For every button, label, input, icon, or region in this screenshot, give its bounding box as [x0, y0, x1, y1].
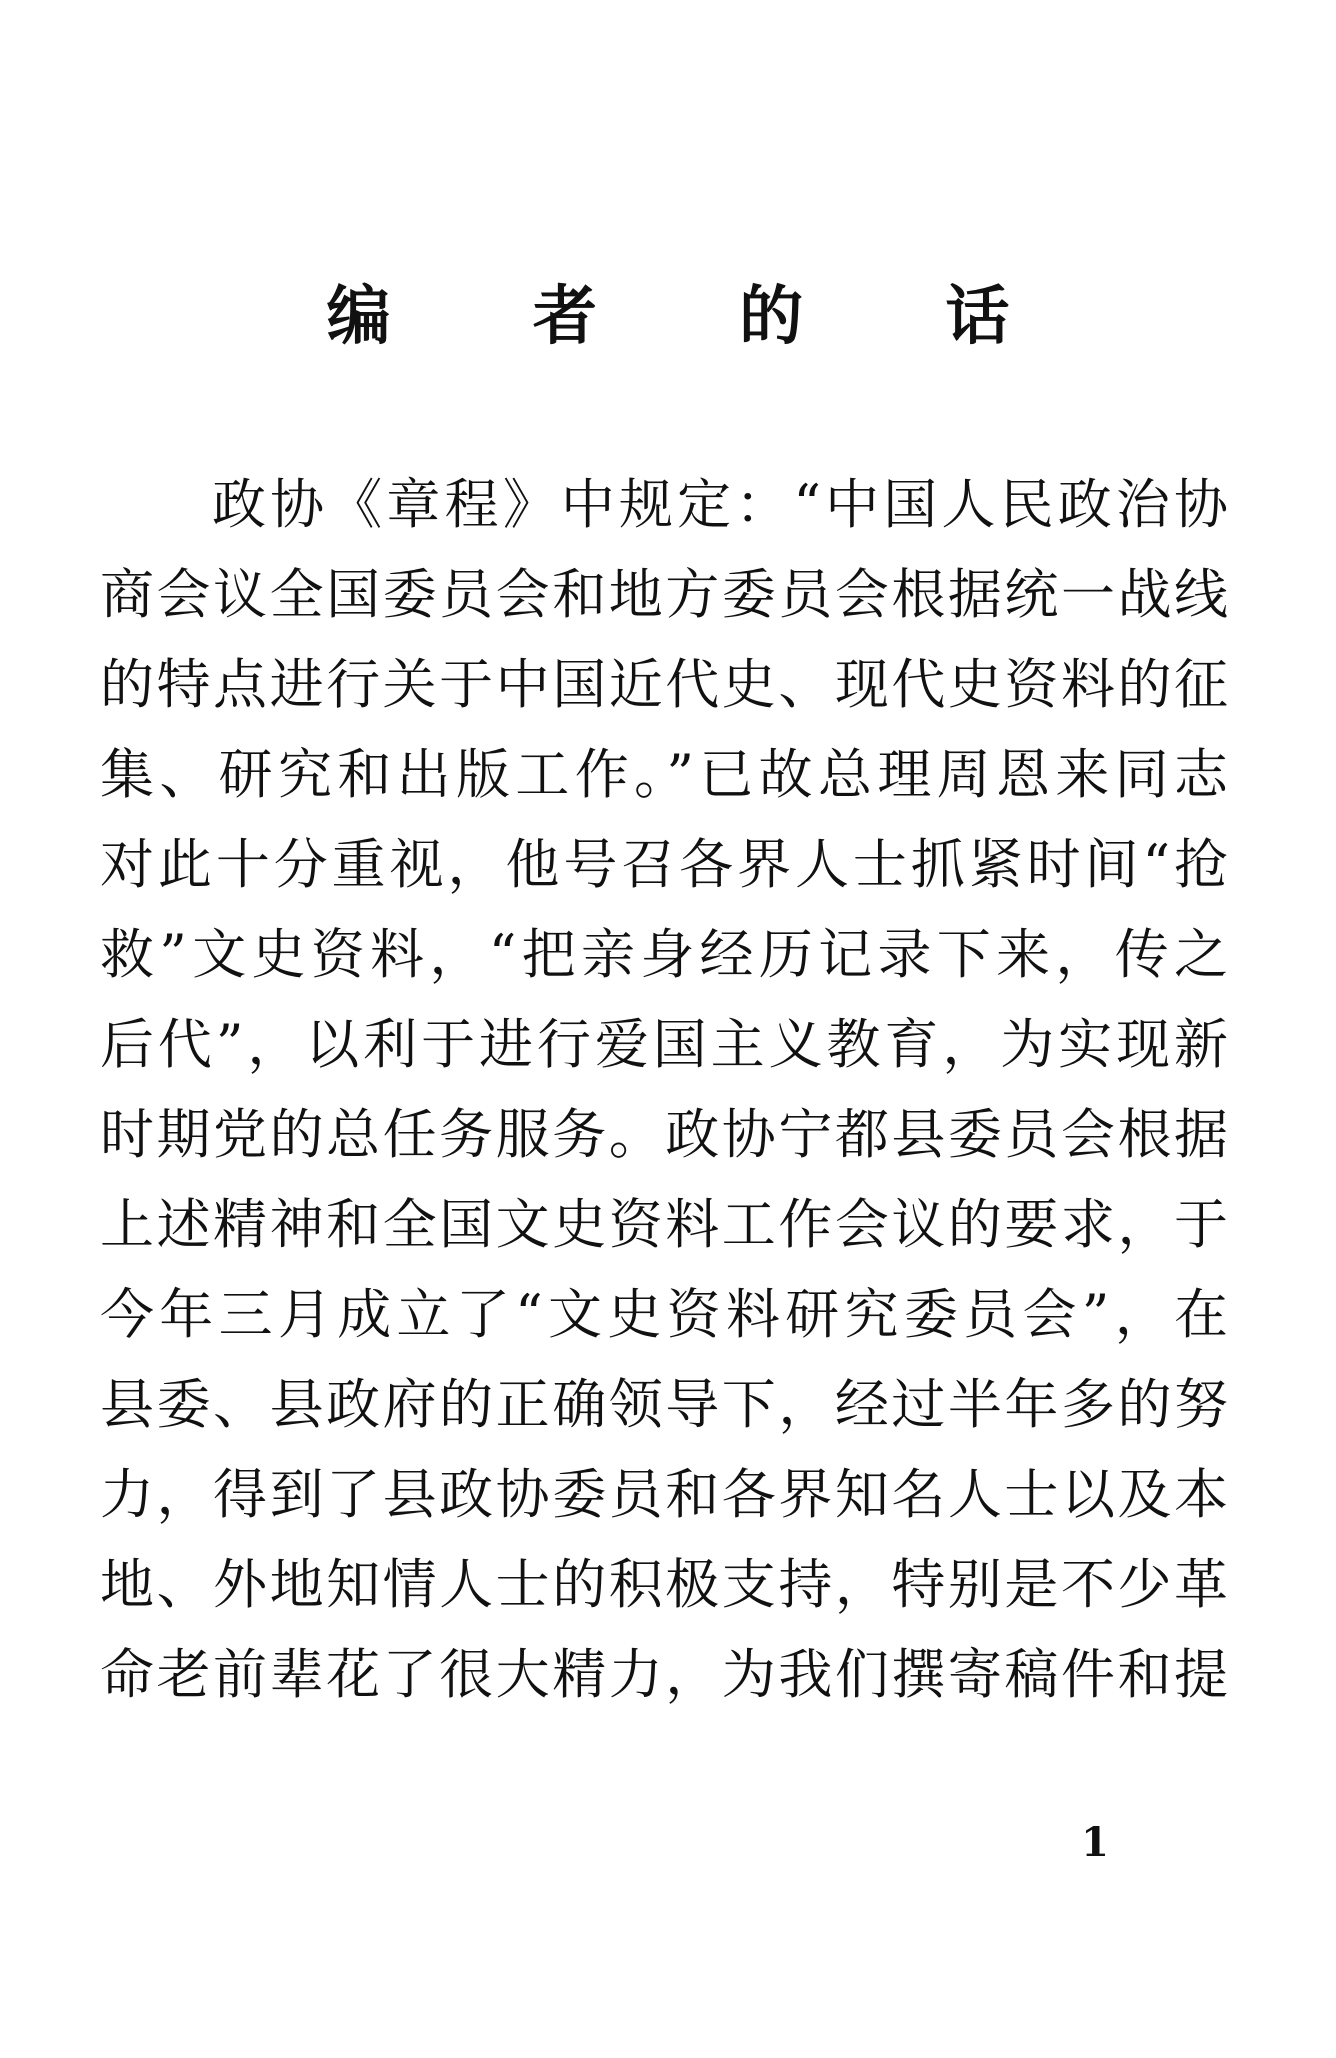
page-title: 编 者 的 话 [326, 279, 1070, 354]
text-line: 救”文史资料，“把亲身经历记录下来，传之 [100, 923, 1230, 986]
text-line: 时期党的总任务服务。政协宁都县委员会根据 [100, 1103, 1230, 1166]
text-line: 的特点进行关于中国近代史、现代史资料的征 [100, 653, 1230, 716]
page-number: 1 [1081, 1819, 1109, 1866]
text-line: 集、研究和出版工作。”已故总理周恩来同志 [100, 743, 1230, 806]
text-line: 政协《章程》中规定：“中国人民政治协 [212, 473, 1230, 536]
text-line: 对此十分重视，他号召各界人士抓紧时间“抢 [100, 833, 1230, 896]
text-line: 力，得到了县政协委员和各界知名人士以及本 [100, 1463, 1230, 1526]
body-text [100, 460, 1230, 1780]
text-line: 县委、县政府的正确领导下，经过半年多的努 [100, 1373, 1230, 1436]
text-line: 后代”，以利于进行爱国主义教育，为实现新 [100, 1013, 1230, 1076]
text-line: 地、外地知情人士的积极支持，特别是不少革 [100, 1553, 1230, 1616]
text-line: 上述精神和全国文史资料工作会议的要求，于 [100, 1193, 1230, 1256]
text-line: 命老前辈花了很大精力，为我们撰寄稿件和提 [100, 1643, 1230, 1706]
text-line: 今年三月成立了“文史资料研究委员会”，在 [100, 1283, 1230, 1346]
text-line: 商会议全国委员会和地方委员会根据统一战线 [100, 563, 1230, 626]
